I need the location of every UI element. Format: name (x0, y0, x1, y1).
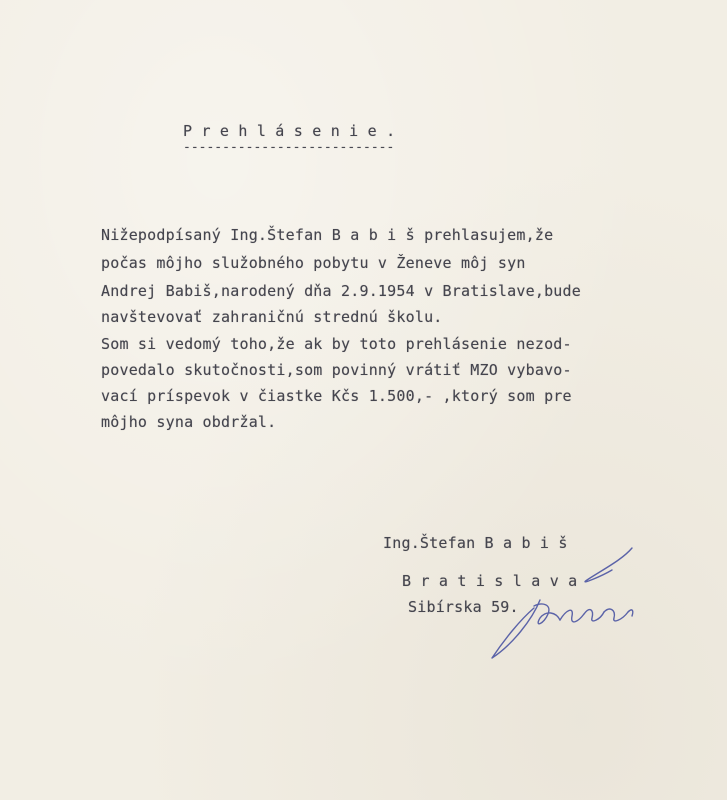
document-title: P r e h l á s e n i e . (183, 122, 396, 140)
body-line: vací príspevok v čiastke Kčs 1.500,- ,ktorý som pre (101, 387, 572, 405)
body-line: Andrej Babiš,narodený dňa 2.9.1954 v Bratislave,bude (101, 282, 581, 300)
signatory-street: Sibírska 59. (408, 598, 519, 616)
body-line: Nižepodpísaný Ing.Štefan B a b i š prehlasujem,že (101, 226, 554, 244)
body-line: môjho syna obdržal. (101, 413, 277, 431)
signatory-city: B r a t i s l a v a (402, 572, 578, 590)
body-line: Som si vedomý toho,že ak by toto prehlásenie nezod- (101, 335, 572, 353)
handwritten-signature (482, 540, 652, 670)
body-line: navštevovať zahraničnú strednú školu. (101, 308, 443, 326)
signatory-name: Ing.Štefan B a b i š (383, 534, 568, 552)
body-line: povedalo skutočnosti,som povinný vrátiť MZO vybavo- (101, 361, 572, 379)
title-underline: --------------------------- (183, 140, 395, 155)
body-line: počas môjho služobného pobytu v Ženeve môj syn (101, 254, 526, 272)
